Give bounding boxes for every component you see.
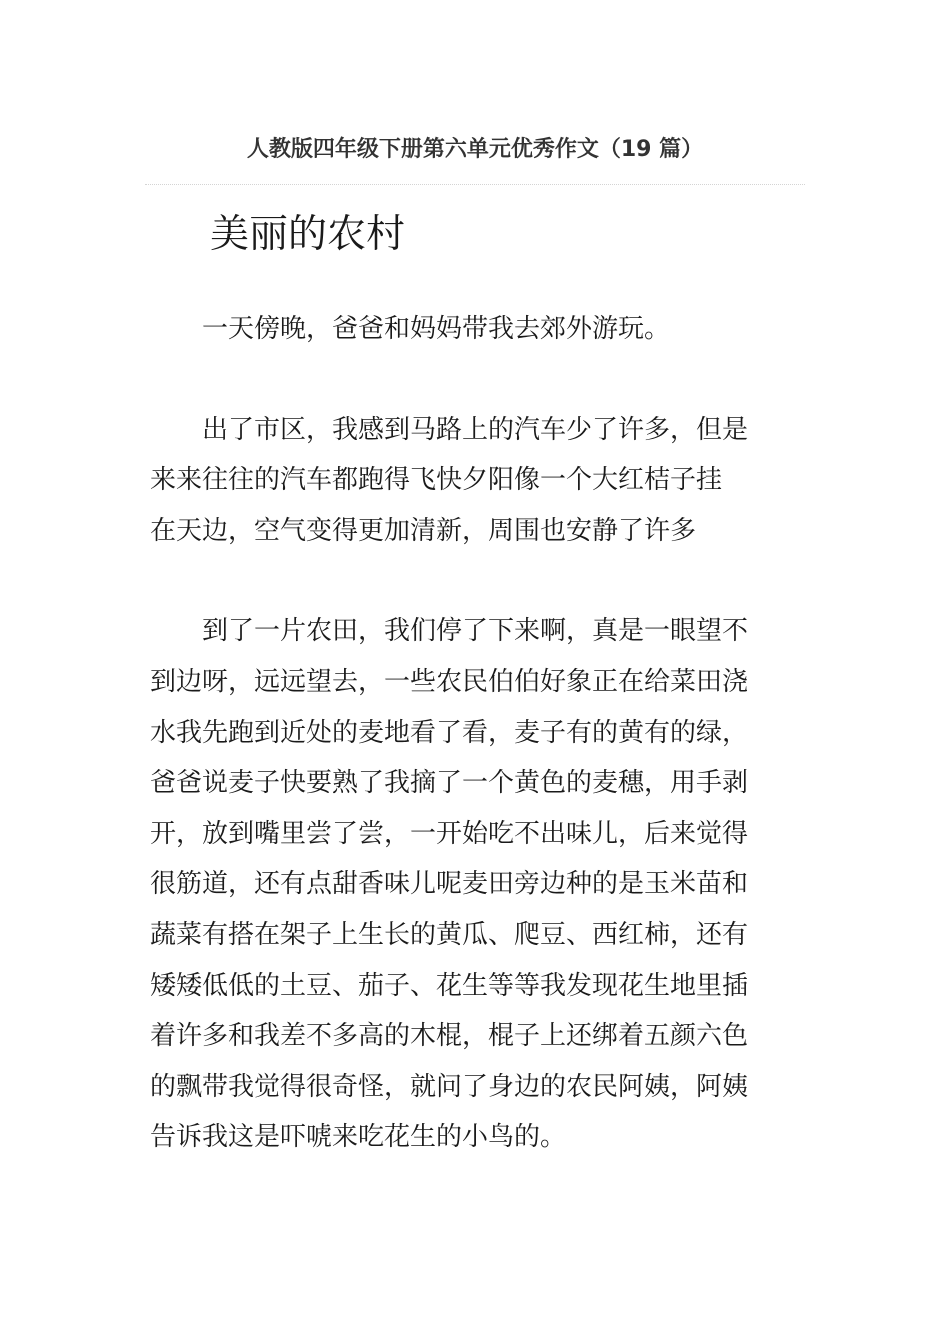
paragraph-2 <box>150 405 805 557</box>
text-line: 蔬菜有搭在架子上生长的黄瓜、爬豆、西红柿，还有 <box>150 919 749 950</box>
text-line: 爸爸说麦子快要熟了我摘了一个黄色的麦穗，用手剥 <box>150 768 749 799</box>
paragraph-1 <box>150 304 805 355</box>
header-divider <box>145 184 805 185</box>
document-header: 人教版四年级下册第六单元优秀作文（19 篇） <box>246 137 704 162</box>
paragraph-3 <box>150 606 805 1163</box>
essay-body <box>150 304 805 1163</box>
text-line: 的飘带我觉得很奇怪，就问了身边的农民阿姨，阿姨 <box>150 1071 749 1102</box>
text-line: 到了一片农田，我们停了下来啊，真是一眼望不 <box>202 616 749 647</box>
text-line: 来来往往的汽车都跑得飞快夕阳像一个大红桔子挂 <box>150 465 723 496</box>
text-line: 出了市区，我感到马路上的汽车少了许多，但是 <box>202 414 749 445</box>
text-line: 水我先跑到近处的麦地看了看，麦子有的黄有的绿， <box>150 717 749 748</box>
text-line: 在天边，空气变得更加清新，周围也安静了许多 <box>150 515 697 546</box>
text-line: 告诉我这是吓唬来吃花生的小鸟的。 <box>150 1122 567 1153</box>
text-line: 很筋道，还有点甜香味儿呢麦田旁边种的是玉米苗和 <box>150 869 749 900</box>
essay-title: 美丽的农村 <box>210 212 406 257</box>
text-line: 着许多和我差不多高的木棍，棍子上还绑着五颜六色 <box>150 1021 749 1052</box>
text-line: 到边呀，远远望去，一些农民伯伯好象正在给菜田浇 <box>150 666 749 697</box>
text-line: 一天傍晚，爸爸和妈妈带我去郊外游玩。 <box>202 314 671 344</box>
text-line: 开，放到嘴里尝了尝，一开始吃不出味儿，后来觉得 <box>150 818 749 849</box>
text-line: 矮矮低低的土豆、茄子、花生等等我发现花生地里插 <box>150 970 749 1001</box>
